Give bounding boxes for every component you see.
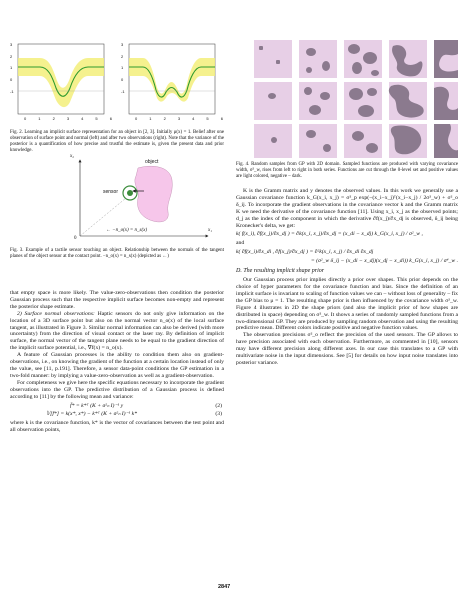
sample-panel (299, 40, 337, 78)
equation-kernel-derivative (236, 231, 458, 238)
xtick: 5 (206, 116, 209, 121)
plot-right (129, 44, 215, 114)
paragraph-surface-normals (10, 311, 224, 352)
equation-2 (10, 403, 224, 410)
xtick: 2 (163, 116, 166, 121)
paragraph: and (236, 240, 245, 247)
xtick: 3 (66, 116, 70, 121)
figure-3 (20, 150, 220, 242)
ytick: 1 (121, 65, 124, 71)
xtick: 2 (52, 116, 55, 121)
sample-panel (299, 124, 337, 158)
sample-panel (434, 82, 458, 120)
ytick: -1 (121, 88, 125, 94)
ytick: 2 (10, 53, 13, 59)
sample-panel (344, 82, 382, 120)
sample-panel (389, 40, 427, 78)
equation-number: (3) (215, 411, 222, 418)
axis-x2-label: x₂ (70, 154, 74, 159)
figure-4 (236, 40, 458, 158)
sample-panel (254, 40, 292, 78)
yticks-left (10, 42, 18, 100)
figure-4-grid (236, 40, 458, 158)
right-column (236, 188, 458, 367)
paragraph: For completeness we give here the specific equations necessary to incorporate the gradient observations into the GP. The predictive distribution of a Gaussian process is defined according to [11] by the following mean and variance: (10, 379, 224, 400)
ytick: 1 (10, 65, 13, 71)
sample-panel (299, 82, 337, 120)
equation-kernel-second-derivative (236, 249, 458, 256)
yticks-right (121, 42, 129, 100)
ytick: -1 (10, 88, 14, 94)
xtick: 1 (38, 116, 41, 121)
sample-panel (389, 124, 427, 158)
paragraph: K is the Gramm matrix and y denotes the observed values. In this work we generally use a Gaussian covariance function k_G(x_i, x_j) = σ²_p exp(−(x_i−x_j)ᵀ(x_i−x_j) / 2σ²_w) + σ²_o δ_ij. To incorporate the gradient observations in the covariance vector k and the Gramm matrix K we need the derivative of the covariance function [11]. Using x_i, x_j as the observed points; d_j as the index of the component in which the derivative ∂f(x_j)/∂x_dj is observed, δ_ij being Kronecker's delta, we get: (236, 188, 458, 229)
paragraph: where k is the covariance function, k* is the vector of covariances between the test point and all observation points, (10, 420, 224, 434)
figure-2 (8, 40, 223, 125)
equation-body: k( ∂f(x_i)/∂x_di , ∂f(x_j)/∂x_dj ) = ∂²k(x_i, x_j) / ∂x_di ∂x_dj (236, 249, 374, 256)
object-shape (135, 166, 172, 222)
paragraph: that empty space is more likely. The value-zero-observations then condition the posterior Gaussian process such that the respective implicit surface becomes non-empty and represent the posterior shape estimate. (10, 290, 224, 310)
equation-body: k( f(x_i), ∂f(x_j)/∂x_dj ) = ∂k(x_i, x_j)/∂x_dj = (x_di − x_dj) k_G(x_i, x_j) / σ²_w , (236, 231, 423, 238)
figure-4-caption: Fig. 4. Random samples from GP with 2D domain. Sampled functions are produced with varying covariance width, σ²_w, rises from left to right in both series. Functions are cut through the 0-level set and positive values are light colored, negative – dark. (236, 162, 458, 179)
ytick: 2 (121, 53, 124, 59)
ytick: 0 (10, 77, 13, 83)
sample-panel (434, 40, 458, 78)
sample-panel (254, 82, 292, 120)
xtick: 1 (149, 116, 152, 121)
sample-panel (389, 82, 427, 120)
left-column (10, 290, 224, 434)
sample-panel (344, 124, 382, 158)
equation-kernel-second-derivative-cont (236, 258, 458, 265)
sensor-label: sensor (103, 189, 119, 195)
equation-number: (2) (215, 402, 222, 409)
sample-panel (434, 124, 458, 158)
normal-relation-label: ← −n_o(x) = n_s(x) (106, 228, 148, 233)
xtick: 5 (95, 116, 98, 121)
paragraph-text: Haptic sensors do not only give information on the location of a 3D surface point but also on the normal vector n_o(x) of the local surface tangent, as illustrated in Figure 3. Similar normal information can also be derived (with more uncertainty) from the direction of visual contact or the laser ray. By definition of implicit surface, the normal vector of the tangent plane needs to be equal to the gradient direction of the implicit surface potential, i.e., ∇f(x) = n_o(x). (10, 310, 224, 352)
subsection-title: 2) Surface normal observations: (17, 310, 95, 317)
ytick: 3 (10, 42, 13, 47)
xtick: 0 (24, 116, 27, 121)
paragraph: A feature of Gaussian processes is the ability to condition them also on gradient-observations, i.e., on knowing the gradient of the function at a certain location instead of only the value, see [11, p.191]. Therefore, a sensor data-point conditions the GP estimation in a two-fold manner: by implying a value-zero-observation as well as a gradient-observation. (10, 352, 224, 379)
xtick: 6 (109, 116, 112, 121)
equation-3 (10, 411, 224, 418)
page-number: 2847 (218, 584, 231, 590)
ytick: 3 (121, 42, 124, 47)
object-label: object (145, 159, 159, 165)
equation-body: 𝕍[f*] = k(x*, x*) − k*ᵀ (K + σ²ₙ I)⁻¹ k* (46, 411, 138, 418)
figure-2-plots (8, 40, 223, 125)
xtick: 3 (177, 116, 181, 121)
xtick: 4 (192, 116, 195, 121)
equation-body: = (σ²_w δ_ij − (x_di − x_dj)(x_dj − x_di)) k_G(x_i, x_j) / σ⁴_w . (310, 258, 458, 265)
xtick: 4 (81, 116, 84, 121)
origin-label: 0 (74, 236, 77, 241)
sample-panel (254, 124, 292, 158)
paragraph: Our Gaussian process prior implies directly a prior over shapes. This prior depends on the choice of hyper parameters for the covariance function and bias. Since the definition of an implicit surface is invariant to scaling of function values we can – without loss of generality – fix the GP bias to μ = 1. The resulting shape prior is then influenced by the covariance width σ²_w. Figure 4 illustrates in 2D the shape priors (and also the implicit prior of how shapes are distributed in space) depending on σ²_w. It shows a series of randomly sampled functions from a two-dimensional GP. They are produced by sampling random observation and using the resulting predictive mean. Different colors indicate positive and negative function values. (236, 277, 458, 332)
figure-2-caption: Fig. 2. Learning an implicit surface representation for an object in [2, 3]. Initially μ(x) = 1. Belief after one observation of surface point and normal (left) and after two observations (right). Note that the variance of the posterior is a quantification of how precise and trustful the estimate is, given the present data and prior knowledge. (10, 130, 224, 153)
figure-3-caption: Fig. 3. Example of a tactile sensor touching an object. Relationship between the normals of the tangent planes of the object sensor at the contact point. −n_o(x) = n_s(x) (depicted as ←) (10, 248, 224, 259)
axis-x1-label: x₁ (208, 228, 212, 233)
plot-left (18, 44, 104, 114)
ytick: 0 (121, 77, 124, 83)
xticks-right (135, 116, 223, 121)
sample-panel (344, 40, 382, 78)
xtick: 6 (220, 116, 223, 121)
paragraph: The observation precisions σ²_o reflect the precision of the used sensors. The GP allows to have precision associated with each observation. Furthermore, as commented in [10], sensors may have different precision along different axes. In our case this translates to a GP with multivariate noise in the input dimensions. See [5] for details on how input noise translates into posterior variance. (236, 332, 458, 366)
xtick: 0 (135, 116, 138, 121)
xticks-left (24, 116, 112, 121)
section-title: D. The resulting implicit shape prior (236, 268, 325, 275)
equation-body: f̄* = k*ᵀ (K + σ²ₙ I)⁻¹ y (70, 402, 124, 409)
